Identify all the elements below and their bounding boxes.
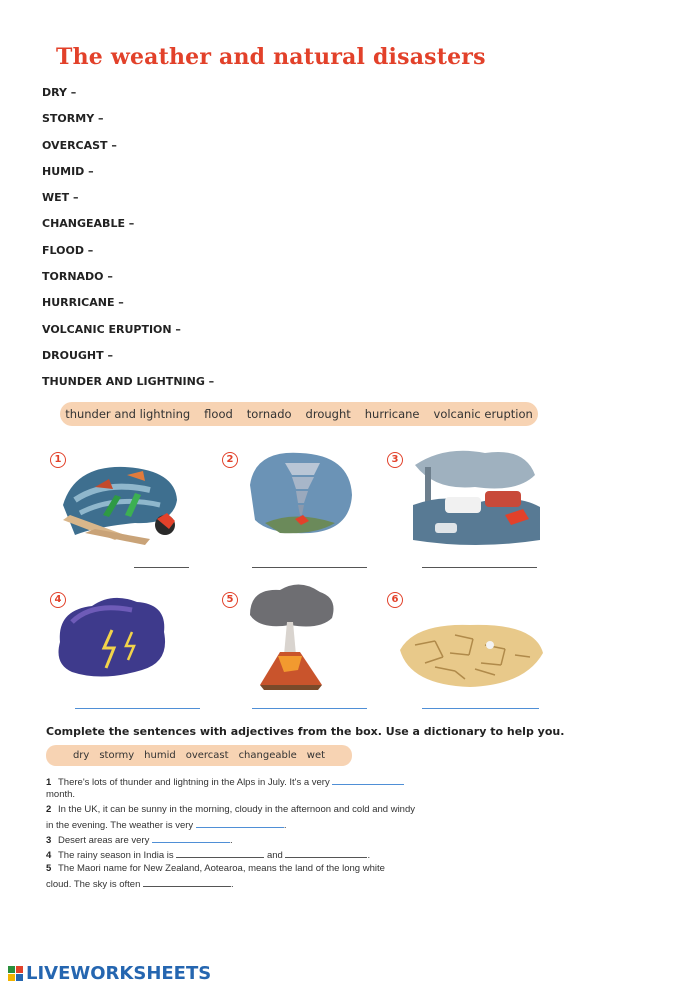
- logo-mark-icon: [8, 966, 23, 981]
- answer-line[interactable]: [134, 567, 189, 568]
- word-box-item: changeable: [238, 750, 297, 761]
- thunder-lightning-icon: [52, 592, 172, 687]
- word-box-item: wet: [306, 750, 326, 761]
- word-box-item: hurricane: [364, 407, 420, 421]
- answer-line[interactable]: [75, 708, 200, 709]
- sentence-5: 5 The Maori name for New Zealand, Aotearoa, means the land of the long white: [46, 863, 385, 874]
- sentence-4: 4 The rainy season in India is and .: [46, 850, 371, 861]
- answer-blank[interactable]: [332, 775, 404, 785]
- vocab-item: TORNADO –: [42, 270, 113, 284]
- vocab-item: HURRICANE –: [42, 296, 124, 310]
- picture-number: 1: [50, 452, 66, 468]
- vocab-item: HUMID –: [42, 164, 94, 178]
- picture-number: 2: [222, 452, 238, 468]
- hurricane-icon: [55, 445, 185, 550]
- liveworksheets-logo: [8, 963, 211, 984]
- vocab-item: VOLCANIC ERUPTION –: [42, 322, 181, 336]
- drought-icon: [395, 605, 545, 695]
- word-box-item: dry: [72, 750, 90, 761]
- vocab-item: WET –: [42, 191, 79, 205]
- worksheet-title: The weather and natural disasters: [56, 44, 486, 70]
- picture-number: 6: [387, 592, 403, 608]
- volcano-icon: [240, 580, 340, 695]
- logo-text: LIVEWORKSHEETS: [26, 963, 212, 984]
- word-box-item: humid: [144, 750, 176, 761]
- sentence-1-continued: month.: [46, 789, 76, 800]
- answer-line[interactable]: [422, 567, 537, 568]
- answer-blank[interactable]: [176, 848, 264, 858]
- vocab-item: CHANGEABLE –: [42, 217, 135, 231]
- vocabulary-list: [42, 86, 214, 402]
- vocab-item: DROUGHT –: [42, 348, 113, 362]
- tornado-icon: [240, 445, 360, 550]
- sentence-3: 3 Desert areas are very .: [46, 835, 233, 846]
- word-box-adjectives: [46, 745, 352, 766]
- vocab-item: OVERCAST –: [42, 138, 117, 152]
- vocab-item: STORMY –: [42, 112, 104, 126]
- flood-icon: [405, 445, 545, 550]
- answer-blank[interactable]: [152, 833, 230, 843]
- picture-number: 3: [387, 452, 403, 468]
- answer-line[interactable]: [422, 708, 539, 709]
- answer-blank[interactable]: [143, 877, 231, 887]
- answer-blank[interactable]: [285, 848, 367, 858]
- vocab-item: DRY –: [42, 86, 77, 99]
- vocab-item: THUNDER AND LIGHTNING –: [42, 375, 215, 389]
- sentence-2-continued: in the evening. The weather is very .: [46, 820, 287, 831]
- word-box-item: tornado: [246, 407, 292, 421]
- sentence-5-continued: cloud. The sky is often .: [46, 879, 234, 890]
- word-box-item: overcast: [185, 750, 229, 761]
- word-box-item: flood: [204, 407, 233, 421]
- answer-line[interactable]: [252, 567, 367, 568]
- picture-number: 4: [50, 592, 66, 608]
- word-box-item: volcanic eruption: [433, 407, 533, 421]
- vocab-item: FLOOD –: [42, 243, 94, 257]
- word-box-item: thunder and lightning: [65, 407, 191, 421]
- word-box-item: drought: [305, 407, 351, 421]
- sentence-1: 1 There's lots of thunder and lightning in the Alps in July. It's a very: [46, 775, 404, 788]
- picture-number: 5: [222, 592, 238, 608]
- answer-line[interactable]: [252, 708, 367, 709]
- word-box-item: stormy: [99, 750, 135, 761]
- answer-blank[interactable]: [196, 818, 284, 828]
- sentence-2: 2 In the UK, it can be sunny in the morning, cloudy in the afternoon and cold and windy: [46, 804, 416, 815]
- word-box-disasters: [60, 402, 538, 426]
- exercise-instructions: Complete the sentences with adjectives from the box. Use a dictionary to help you.: [46, 725, 565, 738]
